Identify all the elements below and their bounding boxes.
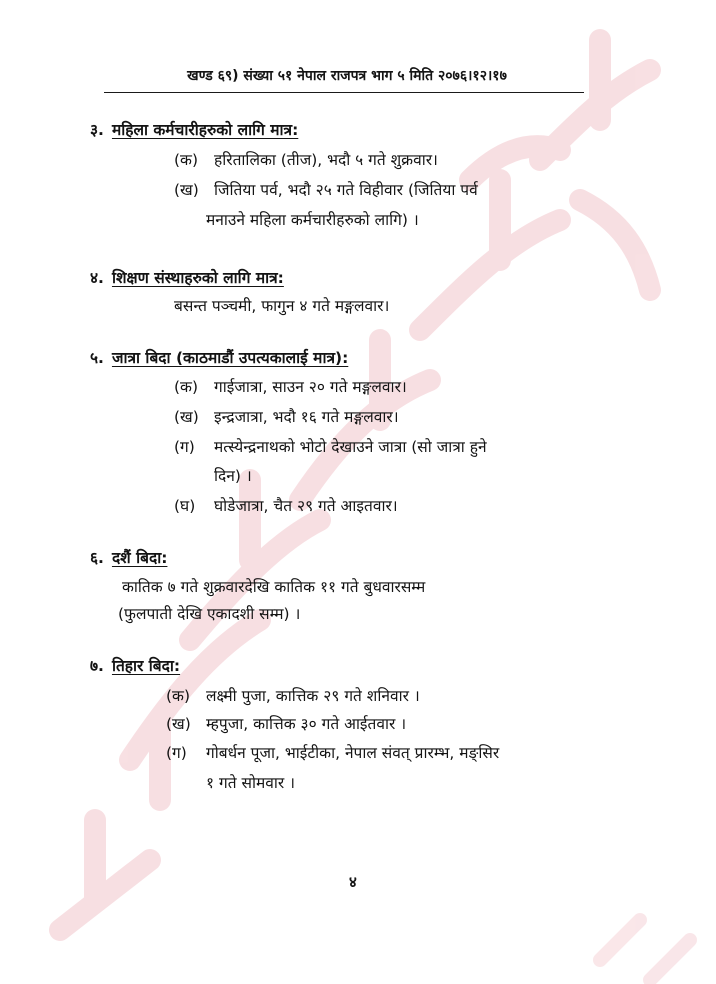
list-item (174, 496, 398, 516)
item-marker: (ग) (166, 744, 187, 762)
section-heading (90, 656, 180, 676)
section-heading (90, 348, 348, 368)
item-text: गाईजात्रा, साउन २० गते मङ्गलवार। (214, 378, 407, 396)
item-marker: (क) (174, 378, 198, 396)
section-title: दशैं बिदा: (111, 549, 168, 567)
section-heading (90, 268, 284, 288)
section-number: ५. (90, 349, 104, 367)
item-text: म्हपुजा, कात्तिक ३० गते आईतवार । (206, 715, 407, 733)
section-number: ४. (90, 269, 104, 287)
section-title: शिक्षण संस्थाहरुको लागि मात्र: (111, 269, 284, 287)
list-item (166, 714, 406, 734)
list-item (174, 377, 407, 397)
item-marker: (क) (174, 151, 198, 169)
section-number: ६. (90, 549, 104, 567)
list-item (174, 180, 478, 200)
section-title: जात्रा बिदा (काठमाडौं उपत्यकालाई मात्र): (111, 349, 349, 367)
section-number: ७. (90, 657, 104, 675)
item-text: हरितालिका (तीज), भदौ ५ गते शुक्रवार। (214, 151, 438, 169)
section-number: ३. (90, 121, 104, 139)
item-text: जितिया पर्व, भदौ २५ गते विहीवार (जितिया पर्व (214, 181, 478, 199)
item-marker: (घ) (174, 497, 196, 515)
section-title: तिहार बिदा: (111, 657, 181, 675)
item-marker: (क) (166, 687, 190, 705)
section-body: कातिक ७ गते शुक्रवारदेखि कातिक ११ गते बुधवारसम्म (122, 578, 426, 596)
item-text: घोडेजात्रा, चैत २९ गते आइतवार। (214, 497, 398, 515)
item-continuation: १ गते सोमवार । (206, 774, 296, 792)
item-marker: (ख) (174, 181, 199, 199)
section-body: बसन्त पञ्चमी, फागुन ४ गते मङ्गलवार। (174, 297, 390, 315)
item-marker: (ग) (174, 438, 195, 456)
item-marker: (ख) (174, 408, 199, 426)
section-heading (90, 548, 167, 568)
item-continuation: दिन) । (214, 467, 252, 485)
list-item (174, 150, 438, 170)
page-number: ४ (349, 873, 357, 891)
item-marker: (ख) (166, 715, 191, 733)
item-text: लक्ष्मी पुजा, कात्तिक २९ गते शनिवार । (206, 687, 420, 705)
item-text: मत्स्येन्द्रनाथको भोटो देखाउने जात्रा (सो जात्रा हुने (214, 438, 487, 456)
item-continuation: मनाउने महिला कर्मचारीहरुको लागि) । (206, 211, 419, 229)
item-text: गोबर्धन पूजा, भाईटीका, नेपाल संवत् प्रारम्भ, मङ्सिर (206, 744, 500, 762)
list-item (174, 437, 487, 457)
section-body-continuation: (फुलपाती देखि एकादशी सम्म) । (118, 605, 301, 623)
list-item (166, 686, 420, 706)
section-title: महिला कर्मचारीहरुको लागि मात्र: (111, 121, 299, 139)
section-heading (90, 120, 298, 140)
item-text: इन्द्रजात्रा, भदौ १६ गते मङ्गलवार। (214, 408, 399, 426)
gazette-header: खण्ड ६९) संख्या ५१ नेपाल राजपत्र भाग ५ मिति २०७६।१२।१७ (187, 68, 507, 84)
list-item (166, 743, 499, 763)
header-rule (104, 92, 584, 93)
list-item (174, 407, 399, 427)
